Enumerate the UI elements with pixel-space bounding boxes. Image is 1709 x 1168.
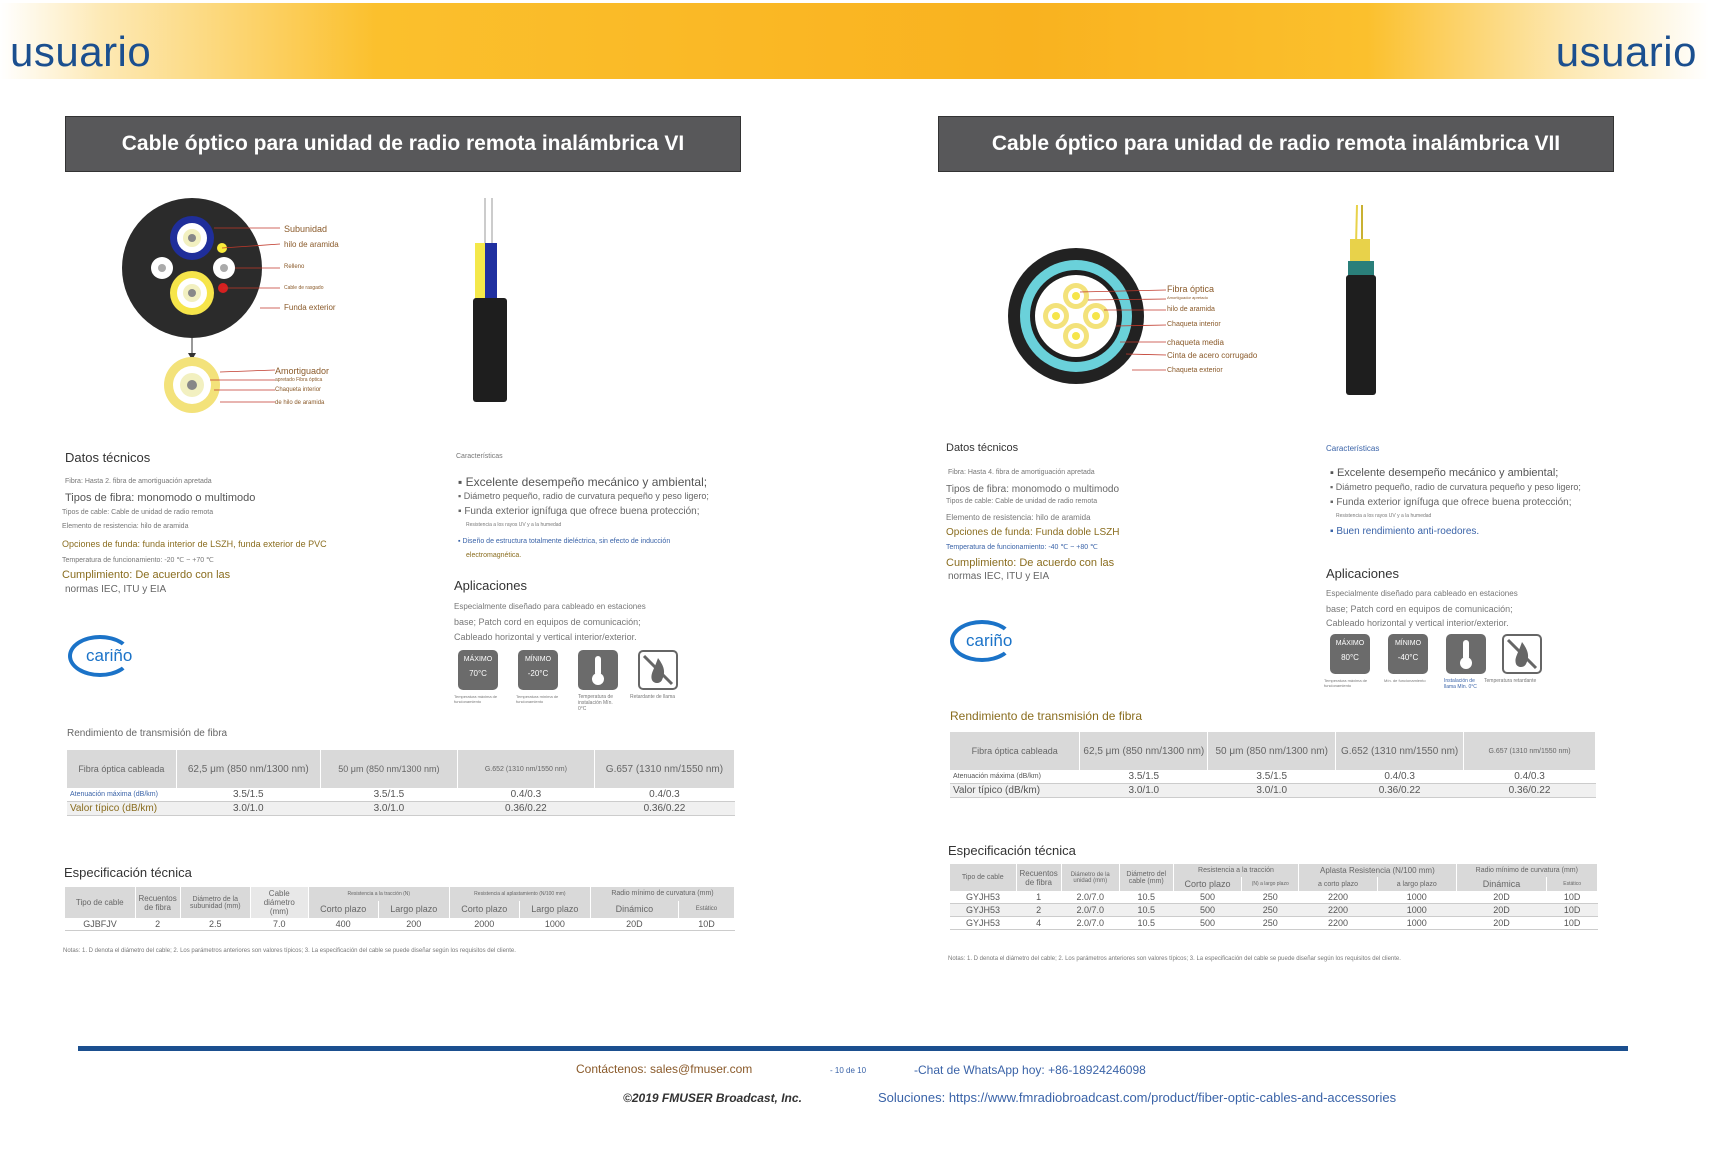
- max-temperature-icon: MÁXIMO 70°C: [458, 650, 498, 690]
- right-feature-item: ▪ Buen rendimiento anti-roedores.: [1330, 526, 1480, 537]
- thermometer-icon: [1446, 634, 1486, 674]
- left-perf-heading: Rendimiento de transmisión de fibra: [67, 728, 228, 739]
- right-cross-section-diagram: [1008, 248, 1268, 388]
- right-diagram-label: Cinta de acero corrugado: [1167, 351, 1258, 360]
- table-row: GYJH53 2 2.0/7.0 10.5 500 250 2200 1000 20D 10D: [950, 904, 1598, 917]
- left-page-title: Cable óptico para unidad de radio remota inalámbrica VI: [65, 116, 741, 172]
- left-buffer-label: Amortiguador: [275, 366, 330, 376]
- footer-copyright: ©2019 FMUSER Broadcast, Inc.: [623, 1091, 802, 1105]
- left-diagram-label: Cable de rasgado: [284, 285, 324, 291]
- left-diagram-label: Funda exterior: [284, 303, 336, 312]
- table-header: 50 μm (850 nm/1300 nm): [320, 750, 457, 788]
- left-buffer-label: apretado Fibra óptica: [275, 377, 323, 383]
- left-feature-item: ▪ Excelente desempeño mecánico y ambiental;: [458, 475, 708, 489]
- max-temperature-icon: MÁXIMO 80°C: [1330, 634, 1370, 674]
- left-tech-line: Elemento de resistencia: hilo de aramida: [62, 523, 189, 530]
- left-application-line: Especialmente diseñado para cableado en estaciones: [454, 602, 646, 611]
- table-row: Atenuación máxima (dB/km) 3.5/1.5 3.5/1.5 0.4/0.3 0.4/0.3: [67, 788, 735, 802]
- right-applications-heading: Aplicaciones: [1326, 566, 1399, 581]
- right-tech-line: Fibra: Hasta 4. fibra de amortiguación apretada: [948, 469, 1095, 476]
- left-tech-line: Opciones de funda: funda interior de LSZH, funda exterior de PVC: [62, 539, 327, 549]
- footer-page-number: - 10 de 10: [830, 1066, 867, 1075]
- right-perf-table: [950, 732, 1596, 798]
- right-spec-table: Tipo de cable Recuentos de fibra Diámetro de la unidad (mm) Diámetro del cable (mm) Resistencia a la tracción Aplasta Resistencia (N/100 mm) Radio mínimo de curvatura (mm) Corto plazo (N) a largo plazo a corto plazo a largo plazo Dinámica Estático GYJH53 1 2.0/7.0 10.5 500 250 2200 1000 20D 10D GYJH53 2 2.0/7.0 10.5 500 250 2200 1000 20D 10D GYJH53 4 2.0/7.0 10.5 500 250 2200 1000 20D 10D: [950, 864, 1598, 930]
- right-application-line: Cableado horizontal y vertical interior/exterior.: [1326, 618, 1509, 628]
- left-perf-table: [67, 750, 735, 816]
- left-spec-heading: Especificación técnica: [64, 865, 192, 880]
- right-tech-line: Temperatura de funcionamiento: -40 ℃ ~ +80 ℃: [946, 544, 1098, 551]
- left-features-heading: Características: [456, 453, 503, 460]
- right-features-heading: Características: [1326, 444, 1380, 453]
- left-icon-caption: Temperatura de instalación Mín. 0°C: [578, 694, 614, 712]
- right-tech-line: Tipos de fibra: monomodo o multimodo: [946, 484, 1120, 495]
- flame-retardant-icon: [638, 650, 678, 690]
- table-row: GYJH53 1 2.0/7.0 10.5 500 250 2200 1000 20D 10D: [950, 891, 1598, 904]
- table-header: 50 μm (850 nm/1300 nm): [1208, 732, 1336, 770]
- right-note: Notas: 1. D denota el diámetro del cable; 2. Los parámetros anteriores son valores típicos; 3. La especificación del cable se puede diseñar según los requisitos del cliente.: [948, 956, 1401, 962]
- table-header: G.652 (1310 nm/1550 nm): [457, 750, 594, 788]
- thermometer-icon: [578, 650, 618, 690]
- right-tech-line: Elemento de resistencia: hilo de aramida: [946, 513, 1091, 522]
- left-application-line: Cableado horizontal y vertical interior/exterior.: [454, 632, 637, 642]
- table-header: G.657 (1310 nm/1550 nm): [1464, 732, 1596, 770]
- min-temperature-icon: MÍNIMO -40°C: [1388, 634, 1428, 674]
- brand-logo-right: usuario: [1555, 28, 1697, 75]
- right-cable-image: [1340, 205, 1380, 397]
- right-diagram-label: chaqueta media: [1167, 338, 1224, 347]
- right-icon-caption: Mín. de funcionamiento: [1384, 678, 1426, 683]
- table-row: Atenuación máxima (dB/km) 3.5/1.5 3.5/1.5 0.4/0.3 0.4/0.3: [950, 770, 1596, 784]
- left-icon-caption: Retardante de llama: [630, 694, 676, 700]
- table-header: 62,5 μm (850 nm/1300 nm): [176, 750, 320, 788]
- right-diagram-label: Chaqueta interior: [1167, 321, 1221, 328]
- carino-logo-left: cariño: [68, 635, 138, 677]
- right-tech-line: Tipos de cable: Cable de unidad de radio remota: [946, 498, 1098, 505]
- right-diagram-label: Amortiguador apretado: [1167, 295, 1208, 300]
- left-feature-item: ▪ Diseño de estructura totalmente dieléctrica, sin efecto de inducción: [458, 538, 671, 545]
- left-feature-item: ▪ Funda exterior ignífuga que ofrece buena protección;: [458, 506, 700, 517]
- left-tech-line: Tipos de cable: Cable de unidad de radio remota: [62, 509, 214, 516]
- table-header: G.652 (1310 nm/1550 nm): [1336, 732, 1464, 770]
- left-feature-item: ▪ Diámetro pequeño, radio de curvatura pequeño y peso ligero;: [458, 491, 709, 501]
- right-tech-line: normas IEC, ITU y EIA: [948, 571, 1050, 582]
- table-header: Fibra óptica cableada: [950, 732, 1080, 770]
- left-feature-item: electromagnética.: [466, 552, 522, 559]
- header-banner: [0, 3, 1709, 79]
- left-icon-caption: Temperatura máxima de funcionamiento: [454, 694, 498, 704]
- footer-contact-link[interactable]: Contáctenos: sales@fmuser.com: [576, 1062, 753, 1076]
- left-spec-table: Tipo de cable Recuentos de fibra Diámetro de la subunidad (mm) Cable diámetro (mm) Resistencia a la tracción (N) Resistencia al aplastamiento (N/100 mm) Radio mínimo de curvatura (mm) Corto plazo Largo plazo Corto plazo Largo plazo Dinámico Estático GJBFJV 2 2.5 7.0 400 200 2000 1000 20D 10D: [65, 887, 735, 931]
- right-icon-caption: Instalación de llama Mín. 0°C: [1444, 678, 1477, 690]
- table-row: Valor típico (dB/km) 3.0/1.0 3.0/1.0 0.36/0.22 0.36/0.22: [67, 802, 735, 816]
- left-applications-heading: Aplicaciones: [454, 578, 527, 593]
- left-diagram-label: Subunidad: [284, 224, 328, 234]
- left-tech-line: normas IEC, ITU y EIA: [65, 584, 167, 595]
- right-page-title: Cable óptico para unidad de radio remota inalámbrica VII: [938, 116, 1614, 172]
- brand-logo-left: usuario: [10, 28, 152, 75]
- table-row: Valor típico (dB/km) 3.0/1.0 3.0/1.0 0.36/0.22 0.36/0.22: [950, 784, 1596, 798]
- left-icon-caption: Temperatura mínima de funcionamiento: [516, 694, 559, 704]
- right-tech-line: Opciones de funda: Funda doble LSZH: [946, 527, 1120, 538]
- right-tech-heading: Datos técnicos: [946, 442, 1019, 454]
- right-icon-caption: Temperatura máxima de funcionamiento: [1324, 678, 1368, 688]
- right-icon-caption: Temperatura retardante: [1484, 678, 1537, 684]
- footer-solutions-link[interactable]: Soluciones: https://www.fmradiobroadcast.com/product/fiber-optic-cables-and-accessories: [878, 1090, 1397, 1105]
- right-perf-heading: Rendimiento de transmisión de fibra: [950, 709, 1143, 723]
- table-header: 62,5 μm (850 nm/1300 nm): [1080, 732, 1208, 770]
- left-tech-line: Tipos de fibra: monomodo o multimodo: [65, 492, 256, 504]
- left-note: Notas: 1. D denota el diámetro del cable; 2. Los parámetros anteriores son valores típicos; 3. La especificación del cable se puede diseñar según los requisitos del cliente.: [63, 948, 516, 954]
- carino-logo-right: cariño: [950, 620, 1020, 662]
- right-application-line: Especialmente diseñado para cableado en estaciones: [1326, 589, 1518, 598]
- right-spec-heading: Especificación técnica: [948, 843, 1076, 858]
- left-buffer-label: de hilo de aramida: [275, 400, 325, 406]
- right-diagram-label: Chaqueta exterior: [1167, 367, 1223, 374]
- min-temperature-icon: MÍNIMO -20°C: [518, 650, 558, 690]
- right-feature-item: ▪ Funda exterior ignífuga que ofrece buena protección;: [1330, 497, 1572, 508]
- table-header: Fibra óptica cableada: [67, 750, 176, 788]
- right-diagram-label: Fibra óptica: [1167, 284, 1215, 294]
- table-header: G.657 (1310 nm/1550 nm): [594, 750, 734, 788]
- left-diagram-label: hilo de aramida: [284, 240, 339, 249]
- right-feature-item: Resistencia a los rayos UV y a la humedad: [1336, 513, 1432, 519]
- flame-retardant-icon: [1502, 634, 1542, 674]
- right-tech-line: Cumplimiento: De acuerdo con las: [946, 557, 1115, 569]
- left-diagram-label: Relleno: [284, 264, 305, 270]
- left-tech-line: Fibra: Hasta 2. fibra de amortiguación apretada: [65, 478, 212, 485]
- right-diagram-label: hilo de aramida: [1167, 306, 1215, 313]
- left-feature-item: Resistencia a los rayos UV y a la humedad: [466, 522, 562, 528]
- left-tech-heading: Datos técnicos: [65, 450, 151, 465]
- footer-whatsapp-link[interactable]: -Chat de WhatsApp hoy: +86-18924246098: [914, 1063, 1146, 1077]
- footer-divider: [78, 1046, 1628, 1051]
- table-row: GJBFJV 2 2.5 7.0 400 200 2000 1000 20D 10D: [65, 918, 735, 931]
- left-buffer-label: Chaqueta interior: [275, 387, 322, 393]
- left-tech-line: Temperatura de funcionamiento: -20 ℃ ~ +70 ℃: [62, 557, 214, 564]
- right-feature-item: ▪ Excelente desempeño mecánico y ambiental;: [1330, 467, 1559, 479]
- right-feature-item: ▪ Diámetro pequeño, radio de curvatura pequeño y peso ligero;: [1330, 482, 1581, 492]
- left-tech-line: Cumplimiento: De acuerdo con las: [62, 569, 231, 581]
- left-application-line: base; Patch cord en equipos de comunicación;: [454, 617, 641, 627]
- left-cable-image: [465, 198, 515, 404]
- right-application-line: base; Patch cord en equipos de comunicación;: [1326, 604, 1513, 614]
- table-row: GYJH53 4 2.0/7.0 10.5 500 250 2200 1000 20D 10D: [950, 917, 1598, 930]
